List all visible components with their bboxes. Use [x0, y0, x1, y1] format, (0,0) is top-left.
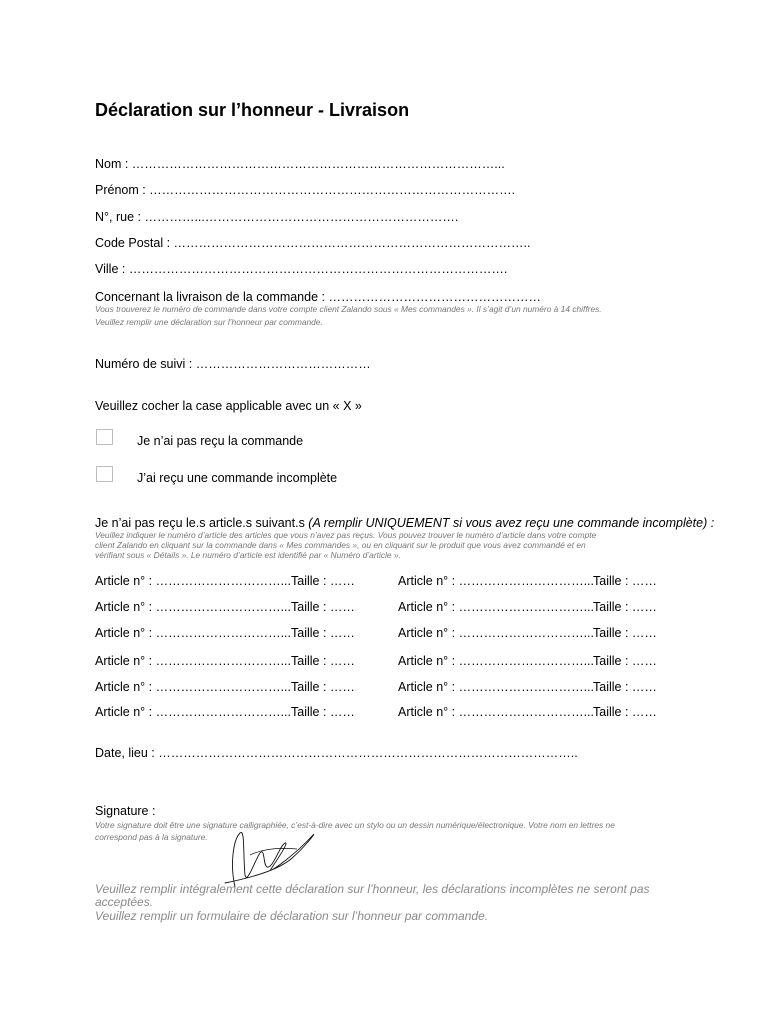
article-field: Article n° : …………………………... [398, 600, 594, 614]
articles-hint: Veuillez indiquer le numéro d’article des articles que vous n’avez pas reçus. Vous pouvez trouver le numéro d’article dans votre compte [95, 530, 597, 540]
article-field: Article n° : …………………………... [398, 654, 594, 668]
signature-hint: Votre signature doit être une signature calligraphiée, c’est-à-dire avec un stylo ou un dessin numérique/électronique. Votre nom en lettres ne [95, 820, 615, 830]
article-field: Article n° : …………………………... [95, 654, 291, 668]
commande-hint: Vous trouverez le numéro de commande dans votre compte client Zalando sous « Mes commandes ». Il s’agit d’un numéro à 14 chiffres. [95, 304, 602, 314]
article-field: Article n° : …………………………... [95, 574, 291, 588]
article-field: Article n° : …………………………... [398, 680, 594, 694]
articles-heading-normal: Je n’ai pas reçu le.s article.s suivant.s [95, 516, 309, 530]
footer-note-2: acceptées. [95, 895, 154, 909]
prenom-field: Prénom : ……………………………………………………………………………. [95, 183, 516, 197]
page-title: Déclaration sur l’honneur - Livraison [95, 100, 410, 120]
article-field: Article n° : …………………………... [398, 626, 594, 640]
articles-hint-2: client Zalando en cliquant sur la commande dans « Mes commandes », ou en cliquant sur le produit que vous avez commandé et en [95, 540, 586, 550]
signature-hint-2: correspond pas à la signature. [95, 832, 208, 842]
taille-field: Taille : …… [291, 654, 355, 668]
checkbox-label-incomplete: J’ai reçu une commande incomplète [137, 471, 338, 485]
articles-heading [95, 516, 714, 530]
taille-field: Taille : …… [291, 600, 355, 614]
handwritten-signature [205, 825, 325, 890]
article-field: Article n° : …………………………... [95, 600, 291, 614]
taille-field: Taille : …… [593, 705, 657, 719]
checkbox-instruction: Veuillez cocher la case applicable avec un « X » [95, 399, 362, 413]
date-lieu-field: Date, lieu : ……………………………………………………………………………………….. [95, 746, 578, 760]
footer-note: Veuillez remplir intégralement cette déclaration sur l’honneur, les déclarations incomplètes ne seront pas [95, 882, 650, 896]
footer-note-3: Veuillez remplir un formulaire de déclaration sur l’honneur par commande. [95, 909, 489, 923]
taille-field: Taille : …… [593, 654, 657, 668]
ville-field: Ville : ………………………………………………………………………………. [95, 262, 508, 276]
taille-field: Taille : …… [291, 705, 355, 719]
articles-hint-3: vérifiant sous « Détails ». Le numéro d’article est identifié par « Numéro d’article ». [95, 550, 401, 560]
taille-field: Taille : …… [593, 574, 657, 588]
checkbox-label-not-received: Je n’ai pas reçu la commande [137, 434, 304, 448]
rue-field: N°, rue : …………...……………………………………………………. [95, 210, 459, 224]
article-field: Article n° : …………………………... [398, 574, 594, 588]
taille-field: Taille : …… [593, 600, 657, 614]
article-field: Article n° : …………………………... [398, 705, 594, 719]
article-field: Article n° : …………………………... [95, 680, 291, 694]
checkbox-incomplete[interactable] [96, 466, 113, 482]
signature-label: Signature : [95, 804, 156, 818]
taille-field: Taille : …… [291, 574, 355, 588]
taille-field: Taille : …… [291, 680, 355, 694]
checkbox-not-received[interactable] [96, 429, 113, 445]
taille-field: Taille : …… [593, 680, 657, 694]
code-postal-field: Code Postal : ………………………………………………………………………….. [95, 236, 531, 250]
suivi-field: Numéro de suivi : …………………………………… [95, 357, 371, 371]
article-field: Article n° : …………………………... [95, 705, 291, 719]
taille-field: Taille : …… [291, 626, 355, 640]
commande-field: Concernant la livraison de la commande : …………………………………………… [95, 290, 541, 304]
taille-field: Taille : …… [593, 626, 657, 640]
articles-heading-italic: (A remplir UNIQUEMENT si vous avez reçu une commande incomplète) : [308, 516, 715, 530]
commande-hint-2: Veuillez remplir une déclaration sur l’honneur par commande. [95, 317, 323, 327]
nom-field: Nom : ……………………………………………………………………………... [95, 157, 505, 171]
article-field: Article n° : …………………………... [95, 626, 291, 640]
